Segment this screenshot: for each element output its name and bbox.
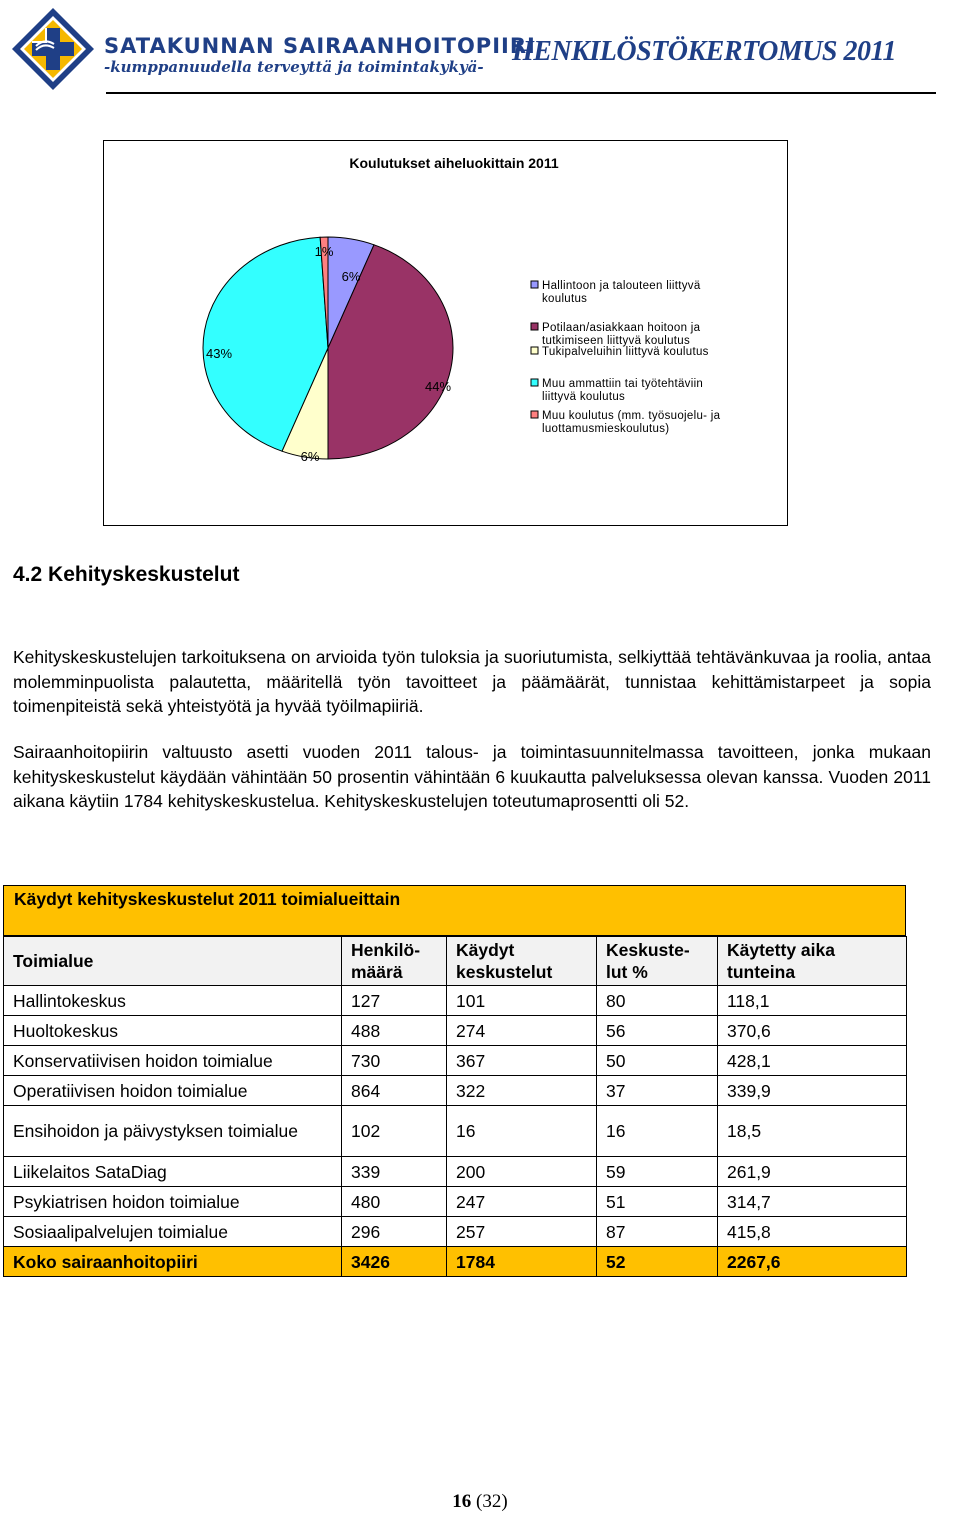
table-cell: Koko sairaanhoitopiiri xyxy=(4,1247,342,1277)
data-label: 1% xyxy=(314,244,334,259)
table-cell: 488 xyxy=(342,1016,447,1046)
legend-swatch xyxy=(531,323,538,330)
table-cell: 118,1 xyxy=(718,986,907,1016)
table-cell: Huoltokeskus xyxy=(4,1016,342,1046)
pie-chart xyxy=(103,140,788,526)
header-cell: Toimialue xyxy=(4,937,342,986)
table-cell: 56 xyxy=(597,1016,718,1046)
legend-label: Muu koulutus (mm. työsuojelu- ja xyxy=(542,410,721,422)
legend-swatch xyxy=(531,347,538,354)
section-heading: 4.2 Kehityskeskustelut xyxy=(13,563,240,586)
table-cell: Hallintokeskus xyxy=(4,986,342,1016)
table-cell: 370,6 xyxy=(718,1016,907,1046)
header-cell: Keskuste- lut % xyxy=(597,937,718,986)
table-total-row xyxy=(4,1247,907,1277)
table-cell: 339,9 xyxy=(718,1076,907,1106)
discussions-table xyxy=(3,885,906,1277)
table-cell: 101 xyxy=(447,986,597,1016)
table-grid xyxy=(3,936,907,1277)
data-label: 6% xyxy=(341,269,361,284)
hospital-district-logo xyxy=(10,6,96,92)
table-cell: 339 xyxy=(342,1157,447,1187)
legend-label: Hallintoon ja talouteen liittyvä xyxy=(542,280,701,292)
legend-swatch xyxy=(531,411,538,418)
legend-label: luottamusmieskoulutus) xyxy=(542,423,670,435)
page-number xyxy=(0,1491,960,1513)
table-cell: 415,8 xyxy=(718,1217,907,1247)
table-cell: Konservatiivisen hoidon toimialue xyxy=(4,1046,342,1076)
table-cell: 247 xyxy=(447,1187,597,1217)
table-row xyxy=(4,1106,907,1157)
org-name: SATAKUNNAN SAIRAANHOITOPIIRI xyxy=(104,34,536,58)
header-cell: Käytetty aika tunteina xyxy=(718,937,907,986)
legend-label: tutkimiseen liittyvä koulutus xyxy=(542,335,691,347)
legend-label: koulutus xyxy=(542,293,588,305)
data-label: 43% xyxy=(205,346,233,361)
org-slogan: -kumppanuudella terveyttä ja toimintakykyä- xyxy=(104,58,484,76)
legend-label: Tukipalveluihin liittyvä koulutus xyxy=(542,346,709,358)
table-row xyxy=(4,1016,907,1046)
table-cell: 730 xyxy=(342,1046,447,1076)
table-cell: 102 xyxy=(342,1106,447,1157)
table-cell: 296 xyxy=(342,1217,447,1247)
table-cell: 200 xyxy=(447,1157,597,1187)
table-cell: 367 xyxy=(447,1046,597,1076)
table-cell: 59 xyxy=(597,1157,718,1187)
table-cell: 2267,6 xyxy=(718,1247,907,1277)
table-cell: Liikelaitos SataDiag xyxy=(4,1157,342,1187)
table-cell: 257 xyxy=(447,1217,597,1247)
legend-swatch xyxy=(531,379,538,386)
table-cell: 314,7 xyxy=(718,1187,907,1217)
paragraph-target: Sairaanhoitopiirin valtuusto asetti vuoden 2011 talous- ja toimintasuunnitelmassa tavoitteen, jonka mukaan kehityskeskustelut käydään vähintään 50 prosentin vähintään 6 kuukautta palveluksessa olevan kanssa. Vuoden 2011 aikana käytiin 1784 kehityskeskustelua. Kehityskeskustelujen toteutumaprosentti oli 52. xyxy=(13,742,931,811)
data-label: 6% xyxy=(300,449,320,464)
page-current: 16 xyxy=(452,1491,472,1512)
legend-label: liittyvä koulutus xyxy=(542,391,626,403)
legend-label: Muu ammattiin tai työtehtäviin xyxy=(542,378,704,390)
header-cell: Henkilö- määrä xyxy=(342,937,447,986)
table-cell: 1784 xyxy=(447,1247,597,1277)
table-row xyxy=(4,1157,907,1187)
table-cell: Operatiivisen hoidon toimialue xyxy=(4,1076,342,1106)
table-cell: 274 xyxy=(447,1016,597,1046)
table-cell: 51 xyxy=(597,1187,718,1217)
table-cell: 16 xyxy=(447,1106,597,1157)
table-cell: 52 xyxy=(597,1247,718,1277)
data-label: 44% xyxy=(424,379,452,394)
table-caption: Käydyt kehityskeskustelut 2011 toimialueittain xyxy=(3,885,906,936)
table-cell: 16 xyxy=(597,1106,718,1157)
table-cell: Sosiaalipalvelujen toimialue xyxy=(4,1217,342,1247)
paragraph-purpose: Kehityskeskustelujen tarkoituksena on arvioida työn tuloksia ja suoriutumista, selkiyttää tehtävänkuvaa ja roolia, antaa molemminpuolista palautetta, määritellä työn tavoitteet ja päämäärät, tunnistaa kehittämistarpeet ja sopia toimenpiteistä sekä yhteistyötä ja hyvää työilmapiiriä. xyxy=(13,647,931,716)
table-row xyxy=(4,1076,907,1106)
table-cell: 480 xyxy=(342,1187,447,1217)
table-cell: 87 xyxy=(597,1217,718,1247)
table-cell: 428,1 xyxy=(718,1046,907,1076)
legend-swatch xyxy=(531,281,538,288)
chart-title: Koulutukset aiheluokittain 2011 xyxy=(349,155,559,171)
table-row xyxy=(4,1046,907,1076)
header-rule xyxy=(106,92,936,94)
table-cell: 50 xyxy=(597,1046,718,1076)
table-row xyxy=(4,986,907,1016)
header-cell: Käydyt keskustelut xyxy=(447,937,597,986)
table-cell: 261,9 xyxy=(718,1157,907,1187)
table-cell: Psykiatrisen hoidon toimialue xyxy=(4,1187,342,1217)
legend-label: Potilaan/asiakkaan hoitoon ja xyxy=(542,322,701,334)
table-cell: 3426 xyxy=(342,1247,447,1277)
pie-chart-svg xyxy=(104,141,789,527)
table-cell: 127 xyxy=(342,986,447,1016)
table-cell: 322 xyxy=(447,1076,597,1106)
table-row xyxy=(4,1187,907,1217)
table-cell: 864 xyxy=(342,1076,447,1106)
table-row xyxy=(4,1217,907,1247)
table-cell: 18,5 xyxy=(718,1106,907,1157)
table-cell: 37 xyxy=(597,1076,718,1106)
page-total: (32) xyxy=(476,1491,508,1512)
table-cell: Ensihoidon ja päivystyksen toimialue xyxy=(4,1106,342,1157)
report-title: HENKILÖSTÖKERTOMUS 2011 xyxy=(512,36,896,67)
table-header-row xyxy=(4,937,907,986)
table-cell: 80 xyxy=(597,986,718,1016)
